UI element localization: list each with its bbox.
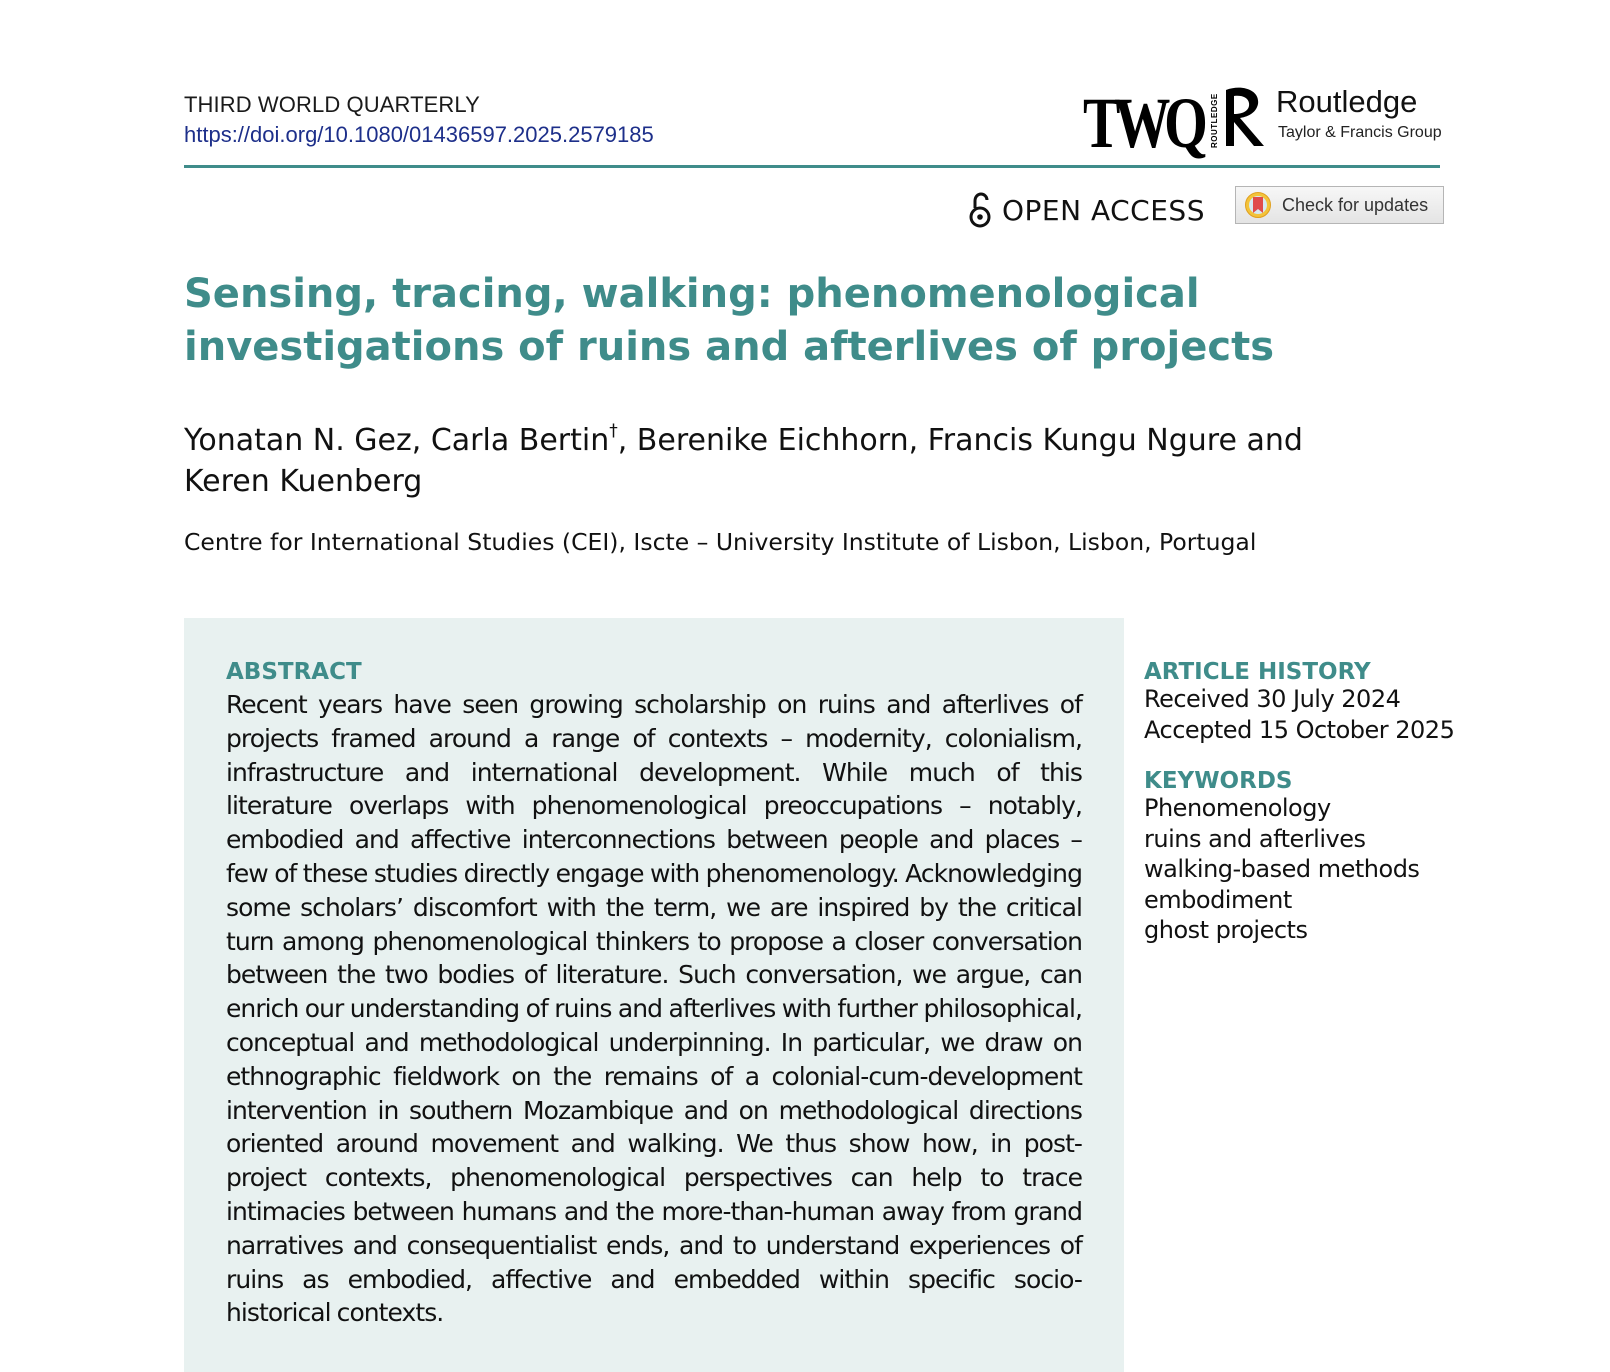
check-for-updates-label: Check for updates <box>1282 194 1429 215</box>
abstract-text: Recent years have seen growing scholarship on ruins and afterlives of projects framed around a range of contexts – modernity, colonialism, infrastructure and international development. While much of this literature overlaps with phenomenological preoccupations – notably, embodied and affective interconnections between people and places – few of these studies directly engage with phenomenology. Acknowledging some scholars’ discomfort with the term, we are inspired by the critical turn among phenomenological thinkers to propose a closer conversation between the two bodies of literature. Such conversation, we argue, can enrich our understanding of ruins and afterlives with further philosophical, conceptual and methodological underpinning. In particular, we draw on ethnographic fieldwork on the remains of a colonial-cum-development intervention in southern Mozambique and on methodological directions oriented around movement and walking. We thus show how, in post-project contexts, phenomenological perspectives can help to trace intimacies between humans and the more-than-human away from grand narratives and consequentialist ends, and to understand experiences of ruins as embodied, affective and embedded within specific socio-historical contexts. <box>226 690 1082 1328</box>
keyword-item: Phenomenology <box>1144 794 1331 822</box>
keyword-item: ghost projects <box>1144 916 1308 944</box>
article-history-list <box>1144 684 1454 745</box>
keywords-list <box>1144 793 1419 946</box>
history-accepted: Accepted 15 October 2025 <box>1144 715 1455 744</box>
abstract-heading: ABSTRACT <box>226 659 362 685</box>
crossmark-icon <box>1244 191 1272 219</box>
open-lock-icon <box>968 192 992 228</box>
author-footnote-mark: † <box>609 421 618 441</box>
authors-rest: , Berenike Eichhorn, Francis Kungu Ngure and Keren Kuenberg <box>184 423 1303 499</box>
history-received: Received 30 July 2024 <box>1144 685 1401 713</box>
keyword-item: walking-based methods <box>1144 855 1420 883</box>
doi-link[interactable]: https://doi.org/10.1080/01436597.2025.2579185 <box>184 122 654 147</box>
twq-logo: TWQ <box>1083 83 1202 163</box>
journal-name: THIRD WORLD QUARTERLY <box>184 92 480 117</box>
header-rule <box>184 165 1440 168</box>
publisher-name: Routledge <box>1276 84 1418 119</box>
affiliation: Centre for International Studies (CEI), Iscte – University Institute of Lisbon, Lisbon, Portugal <box>184 528 1257 556</box>
keywords-heading: KEYWORDS <box>1144 768 1293 794</box>
keyword-item: ruins and afterlives <box>1144 824 1366 853</box>
open-access-badge <box>968 190 1205 230</box>
keyword-item: embodiment <box>1144 885 1292 914</box>
publisher-group: Taylor & Francis Group <box>1278 124 1442 141</box>
check-for-updates-button[interactable] <box>1235 186 1444 224</box>
article-title: Sensing, tracing, walking: phenomenological investigations of ruins and afterlives of projects <box>184 271 1274 370</box>
authors-first: Yonatan N. Gez, Carla Bertin <box>184 423 610 458</box>
author-list <box>184 420 1334 502</box>
routledge-side-text: ROUTLEDGE <box>1210 93 1219 148</box>
open-access-label: OPEN ACCESS <box>1002 193 1205 227</box>
article-history-heading: ARTICLE HISTORY <box>1144 659 1371 685</box>
routledge-r-icon <box>1220 84 1270 150</box>
